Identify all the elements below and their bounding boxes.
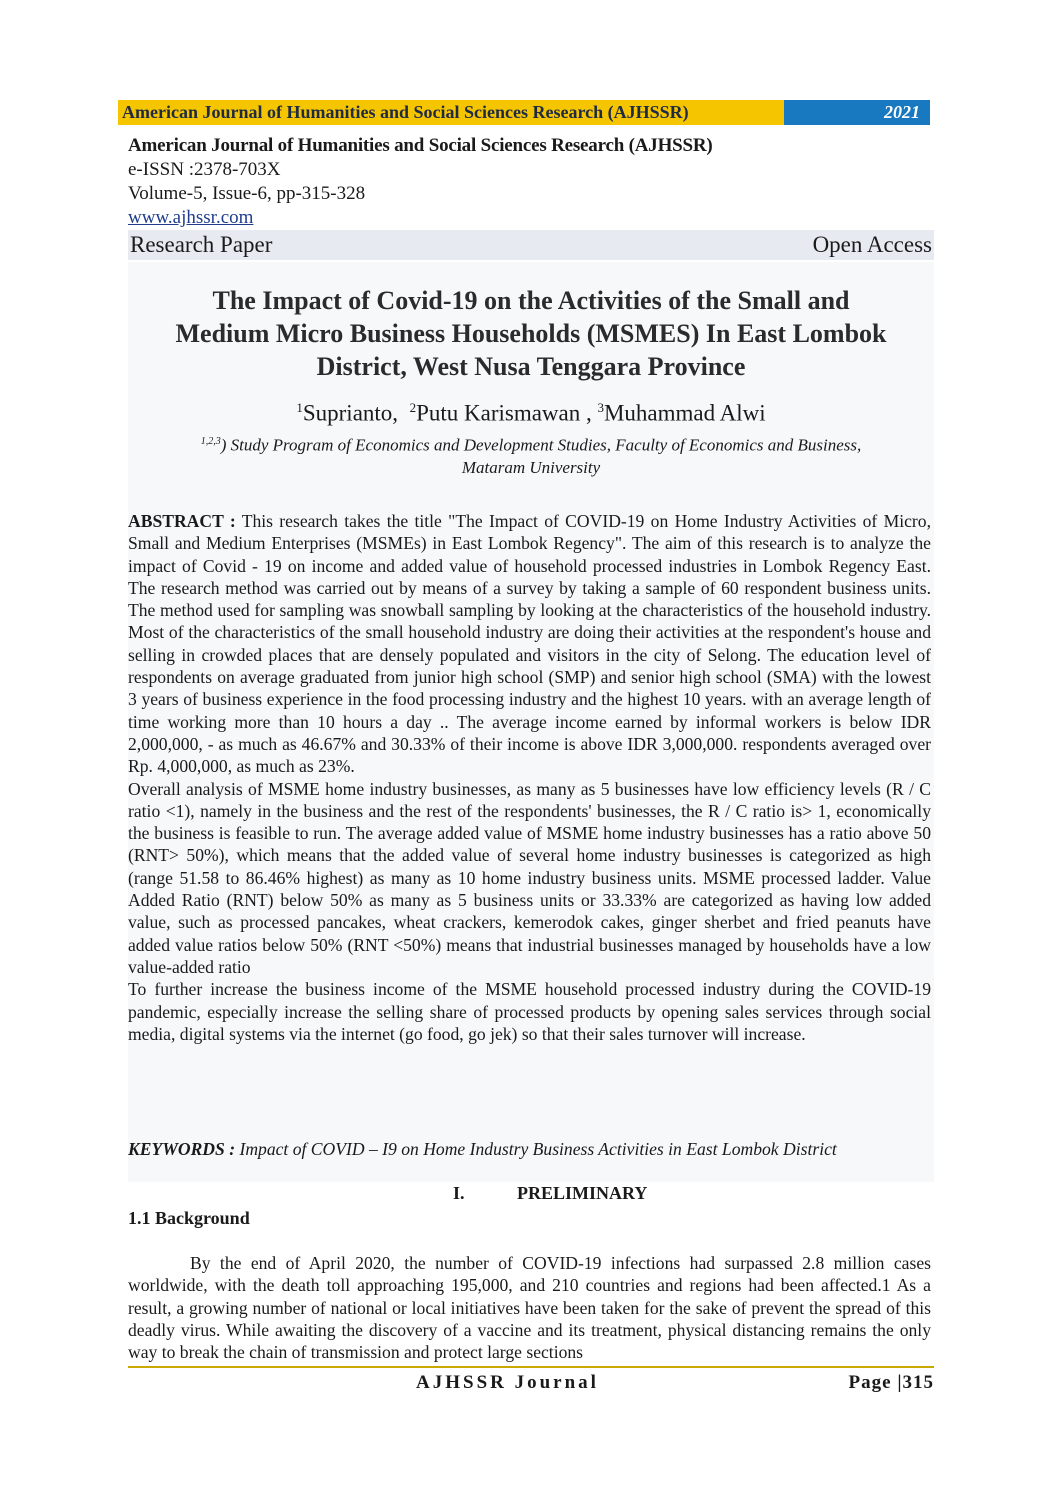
author-name: Suprianto,	[302, 400, 399, 426]
subsection-heading: 1.1 Background	[128, 1208, 250, 1228]
body-paragraph: By the end of April 2020, the number of COVID-19 infections had surpassed 2.8 million cases worldwide, with the death toll approaching 195,000, and 210 countries and regions had been affected.1 As a result, a growing number of national or local initiatives have been taken for the sake of prevent the spread of this deadly virus. While awaiting the discovery of a vaccine and its treatment, physical distancing remains the only way to break the chain of transmission and protect large sections	[128, 1253, 931, 1363]
abstract-paragraph: This research takes the title "The Impact of COVID-19 on Home Industry Activities of Micro, Small and Medium Enterprises (MSMEs) in East Lombok Regency". The aim of this research is to analyze the impact of Covid - 19 on income and added value of household processed industries in Lombok Regency East. The research method was carried out by means of a survey by taking a sample of 60 respondent business units. The method used for sampling was snowball sampling by looking at the characteristics of the household industry. Most of the characteristics of the small household industry are doing their activities at the respondent's house and selling in crowded places that are densely populated and visitors in the city of Selong. The education level of respondents on average graduated from junior high school (SMP) and senior high school (SMA) with the lowest 3 years of business experience in the food processing industry and the highest 10 years. with an average length of time working more than 10 hours a day .. The average income earned by informal workers is below IDR 2,000,000, - as much as 46.67% and 30.33% of their income is above IDR 3,000,000. respondents averaged over Rp. 4,000,000, as much as 23%.	[128, 511, 931, 777]
section-number: I.	[453, 1183, 465, 1203]
page-footer	[128, 1372, 934, 1396]
issn: e-ISSN :2378-703X	[128, 159, 281, 180]
author-list	[128, 400, 934, 427]
page-label: Page	[848, 1372, 892, 1393]
journal-meta	[128, 134, 934, 230]
website-link[interactable]: www.ajhssr.com	[128, 207, 254, 228]
affiliation	[128, 431, 934, 479]
header-year: 2021	[784, 100, 930, 125]
affiliation-line: Mataram University	[461, 457, 601, 477]
research-paper-label: Research Paper	[130, 232, 273, 257]
title-line: The Impact of Covid-19 on the Activities of the Small and	[212, 286, 850, 315]
section-heading	[128, 1183, 934, 1205]
body-text	[128, 1252, 931, 1363]
author-name: Putu Karismawan ,	[416, 400, 592, 426]
author-index: 2	[409, 400, 417, 415]
affiliation-line: ) Study Program of Economics and Development Studies, Faculty of Economics and Business,	[220, 435, 862, 455]
author-name: Muhammad Alwi	[603, 400, 766, 426]
header-journal-name: American Journal of Humanities and Social Sciences Research (AJHSSR)	[118, 100, 784, 125]
author-index: 3	[597, 400, 604, 415]
footer-journal: AJHSSR Journal	[416, 1372, 599, 1393]
page-number	[849, 1372, 934, 1394]
abstract-paragraph: To further increase the business income of the MSME household processed industry during the COVID-19 pandemic, especially increase the selling share of processed products by opening sales services through social media, digital systems via the internet (go food, go jek) so that their sales turnover will increase.	[128, 979, 931, 1044]
journal-header-band	[118, 100, 930, 125]
open-access-label: Open Access	[812, 232, 932, 257]
volume-issue: Volume-5, Issue-6, pp-315-328	[128, 183, 366, 204]
journal-title: American Journal of Humanities and Social Sciences Research (AJHSSR)	[128, 135, 713, 156]
author-index: 1	[296, 400, 303, 415]
abstract-label: ABSTRACT :	[128, 511, 236, 531]
title-line: Medium Micro Business Households (MSMES) In East Lombok	[175, 319, 887, 348]
page-value: |315	[897, 1372, 934, 1393]
abstract	[128, 510, 931, 1045]
abstract-paragraph: Overall analysis of MSME home industry businesses, as many as 5 businesses have low efficiency levels (R / C ratio <1), namely in the business and the rest of the respondents' businesses, the R / C ratio is> 1, economically the business is feasible to run. The average added value of MSME home industry businesses has a ratio above 50 (RNT> 50%), which means that the added value of several home industry businesses is categorized as high (range 51.58 to 86.46% highest) as many as 10 home industry business units. MSME processed ladder. Value Added Ratio (RNT) below 50% as many as 5 business units or 33.33% are categorized as having low added value, such as processed pancakes, wheat crackers, kemerodok cakes, ginger sherbet and fried peanuts have added value ratios below 50% (RNT <50%) means that industrial businesses managed by households have a low value-added ratio	[128, 778, 931, 977]
footer-divider	[128, 1366, 934, 1368]
keywords-text: Impact of COVID – I9 on Home Industry Business Activities in East Lombok District	[239, 1139, 837, 1159]
keywords	[128, 1139, 931, 1160]
title-line: District, West Nusa Tenggara Province	[316, 352, 746, 381]
keywords-label: KEYWORDS :	[128, 1139, 236, 1159]
paper-title	[128, 284, 934, 383]
paper-type-bar	[128, 230, 934, 260]
affiliation-index: 1,2,3	[200, 436, 221, 447]
section-title: PRELIMINARY	[517, 1183, 648, 1203]
